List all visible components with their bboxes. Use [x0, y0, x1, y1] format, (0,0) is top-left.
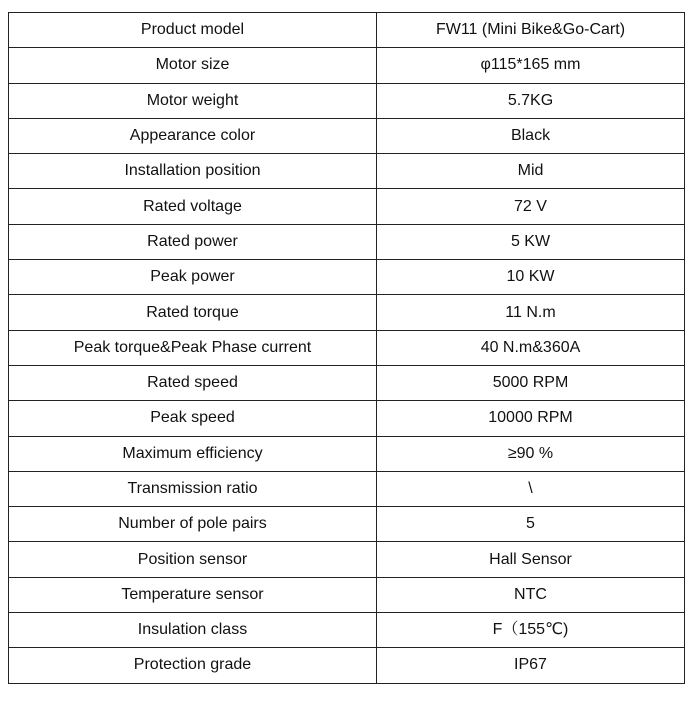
spec-label: Number of pole pairs	[9, 507, 377, 542]
spec-label: Rated power	[9, 224, 377, 259]
spec-label: Rated speed	[9, 365, 377, 400]
spec-value: 72 V	[377, 189, 685, 224]
spec-label: Rated torque	[9, 295, 377, 330]
spec-value: 5	[377, 507, 685, 542]
table-row	[9, 260, 685, 295]
spec-value: φ115*165 mm	[377, 48, 685, 83]
spec-value: Hall Sensor	[377, 542, 685, 577]
spec-label: Appearance color	[9, 118, 377, 153]
table-row	[9, 471, 685, 506]
spec-label: Maximum efficiency	[9, 436, 377, 471]
spec-value: 5000 RPM	[377, 365, 685, 400]
spec-value: F（155℃)	[377, 613, 685, 648]
spec-table-body	[9, 13, 685, 684]
table-row	[9, 577, 685, 612]
spec-table	[8, 12, 685, 684]
table-row	[9, 295, 685, 330]
spec-value: Black	[377, 118, 685, 153]
table-row	[9, 83, 685, 118]
table-row	[9, 330, 685, 365]
spec-label: Motor size	[9, 48, 377, 83]
spec-value: 40 N.m&360A	[377, 330, 685, 365]
table-row	[9, 507, 685, 542]
table-row	[9, 436, 685, 471]
spec-label: Position sensor	[9, 542, 377, 577]
table-row	[9, 542, 685, 577]
table-row	[9, 13, 685, 48]
table-row	[9, 48, 685, 83]
table-row	[9, 401, 685, 436]
spec-label: Transmission ratio	[9, 471, 377, 506]
spec-label: Peak speed	[9, 401, 377, 436]
table-row	[9, 613, 685, 648]
spec-value: ≥90 %	[377, 436, 685, 471]
spec-label: Installation position	[9, 154, 377, 189]
spec-value: Mid	[377, 154, 685, 189]
spec-label: Temperature sensor	[9, 577, 377, 612]
spec-label: Protection grade	[9, 648, 377, 683]
spec-value: \	[377, 471, 685, 506]
table-row	[9, 189, 685, 224]
table-row	[9, 154, 685, 189]
spec-label: Product model	[9, 13, 377, 48]
spec-value: 11 N.m	[377, 295, 685, 330]
spec-label: Peak power	[9, 260, 377, 295]
spec-value: NTC	[377, 577, 685, 612]
spec-label: Insulation class	[9, 613, 377, 648]
spec-value: 10 KW	[377, 260, 685, 295]
spec-value: 10000 RPM	[377, 401, 685, 436]
table-row	[9, 118, 685, 153]
table-row	[9, 648, 685, 683]
spec-label: Rated voltage	[9, 189, 377, 224]
spec-value: FW11 (Mini Bike&Go-Cart)	[377, 13, 685, 48]
table-row	[9, 224, 685, 259]
spec-value: 5 KW	[377, 224, 685, 259]
spec-label: Peak torque&Peak Phase current	[9, 330, 377, 365]
spec-value: IP67	[377, 648, 685, 683]
spec-value: 5.7KG	[377, 83, 685, 118]
table-row	[9, 365, 685, 400]
spec-label: Motor weight	[9, 83, 377, 118]
